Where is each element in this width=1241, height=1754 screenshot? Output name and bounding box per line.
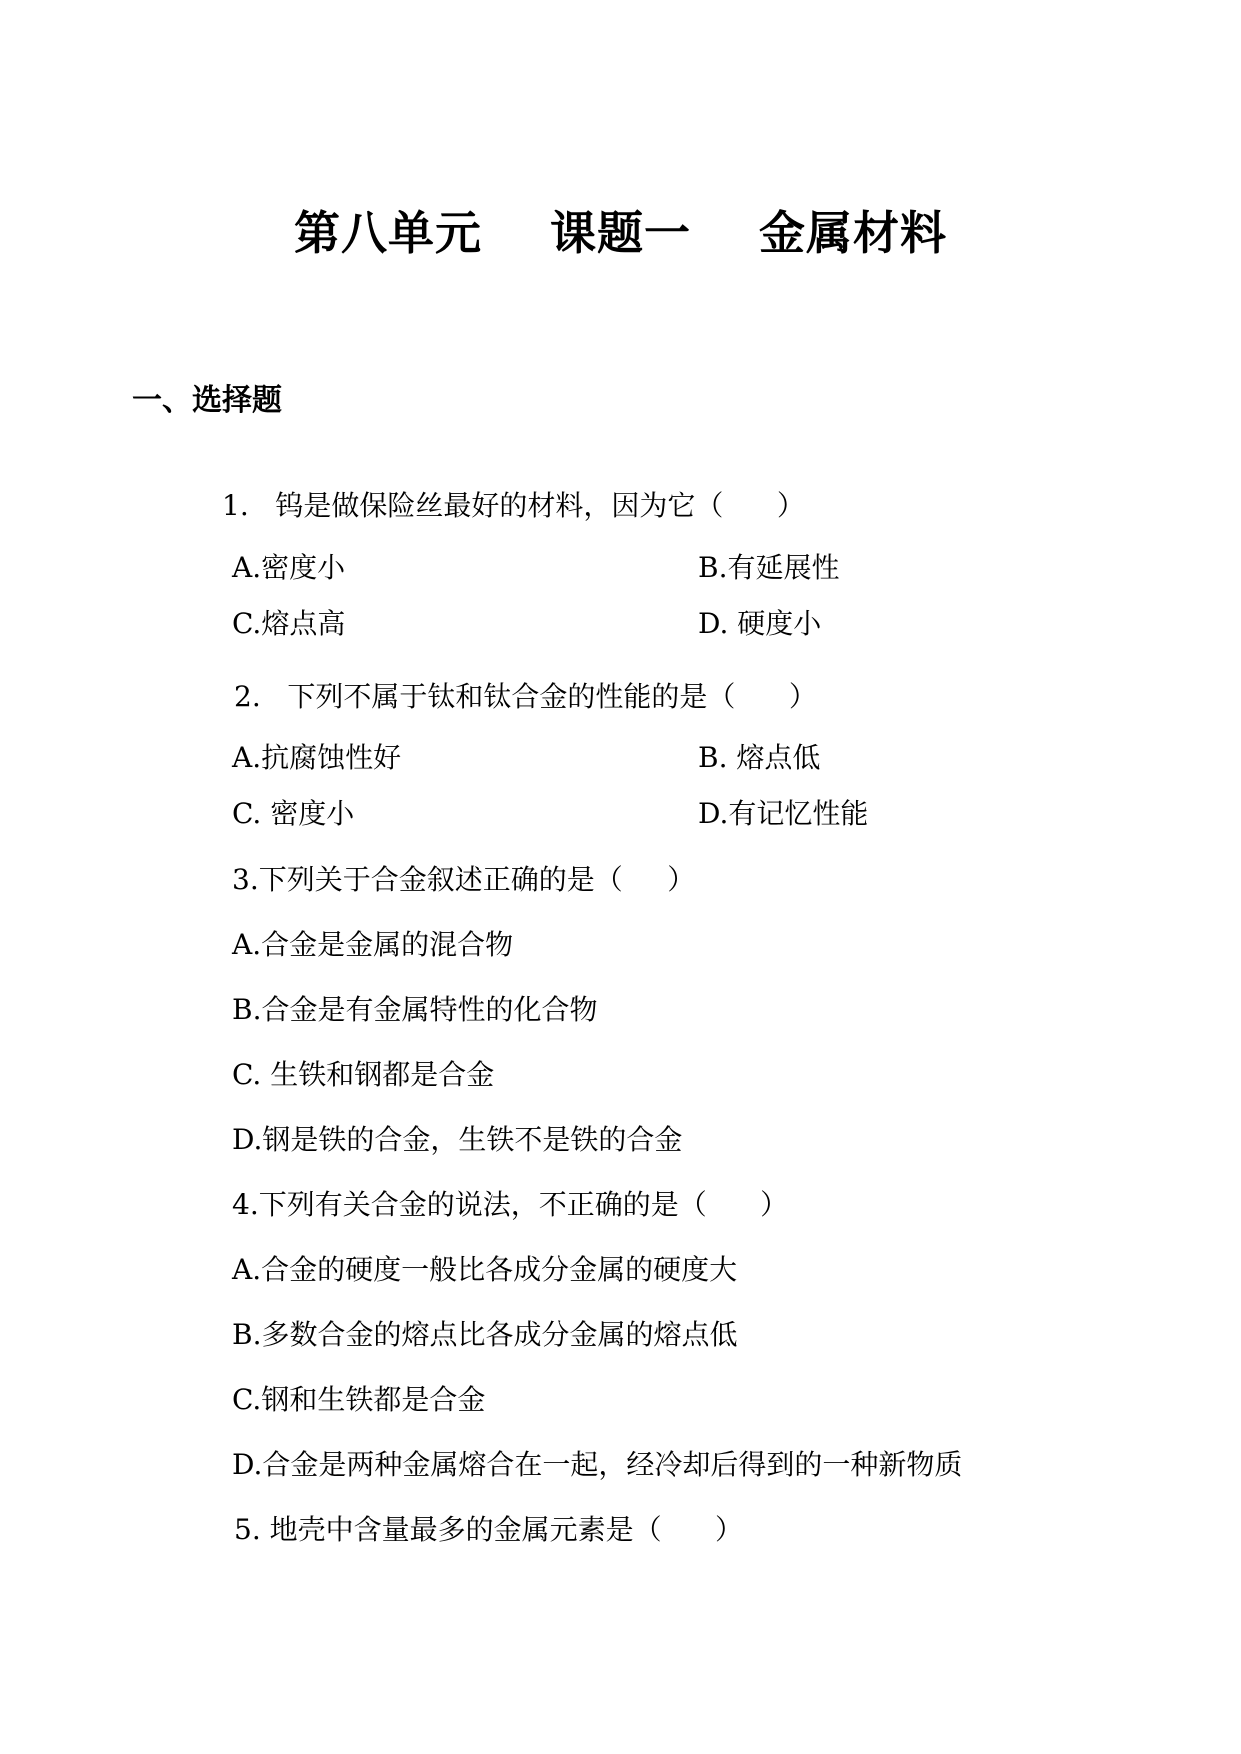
question-1-option-d: D. 硬度小 — [698, 607, 822, 640]
question-2-stem: 2. 下列不属于钛和钛合金的性能的是（ ） — [234, 680, 817, 713]
question-4-option-c: C.钢和生铁都是合金 — [232, 1383, 486, 1416]
question-1-option-c: C.熔点高 — [232, 607, 346, 640]
question-4-option-b: B.多数合金的熔点比各成分金属的熔点低 — [232, 1318, 738, 1351]
question-2-option-a: A.抗腐蚀性好 — [232, 741, 402, 774]
question-3-option-c: C. 生铁和钢都是合金 — [232, 1058, 495, 1091]
question-3-option-b: B.合金是有金属特性的化合物 — [232, 993, 598, 1026]
question-4-option-d: D.合金是两种金属熔合在一起，经冷却后得到的一种新物质 — [232, 1448, 963, 1481]
question-1-stem: 1. 钨是做保险丝最好的材料，因为它（ ） — [222, 489, 805, 522]
question-1-option-a: A.密度小 — [232, 551, 346, 584]
question-2-option-d: D.有记忆性能 — [698, 797, 869, 830]
question-3-option-a: A.合金是金属的混合物 — [232, 928, 514, 961]
question-1-option-b: B.有延展性 — [698, 551, 840, 584]
question-2-option-c: C. 密度小 — [232, 797, 355, 830]
question-2-option-b: B. 熔点低 — [698, 741, 821, 774]
question-4-stem: 4.下列有关合金的说法，不正确的是（ ） — [232, 1188, 789, 1221]
section-heading: 一、选择题 — [132, 383, 282, 418]
question-4-option-a: A.合金的硬度一般比各成分金属的硬度大 — [232, 1253, 738, 1286]
question-3-stem: 3.下列关于合金叙述正确的是（ ） — [232, 863, 696, 896]
question-3-option-d: D.钢是铁的合金，生铁不是铁的合金 — [232, 1123, 683, 1156]
page-title: 第八单元 课题一 金属材料 — [293, 206, 948, 260]
question-5-stem: 5. 地壳中含量最多的金属元素是（ ） — [234, 1513, 744, 1546]
